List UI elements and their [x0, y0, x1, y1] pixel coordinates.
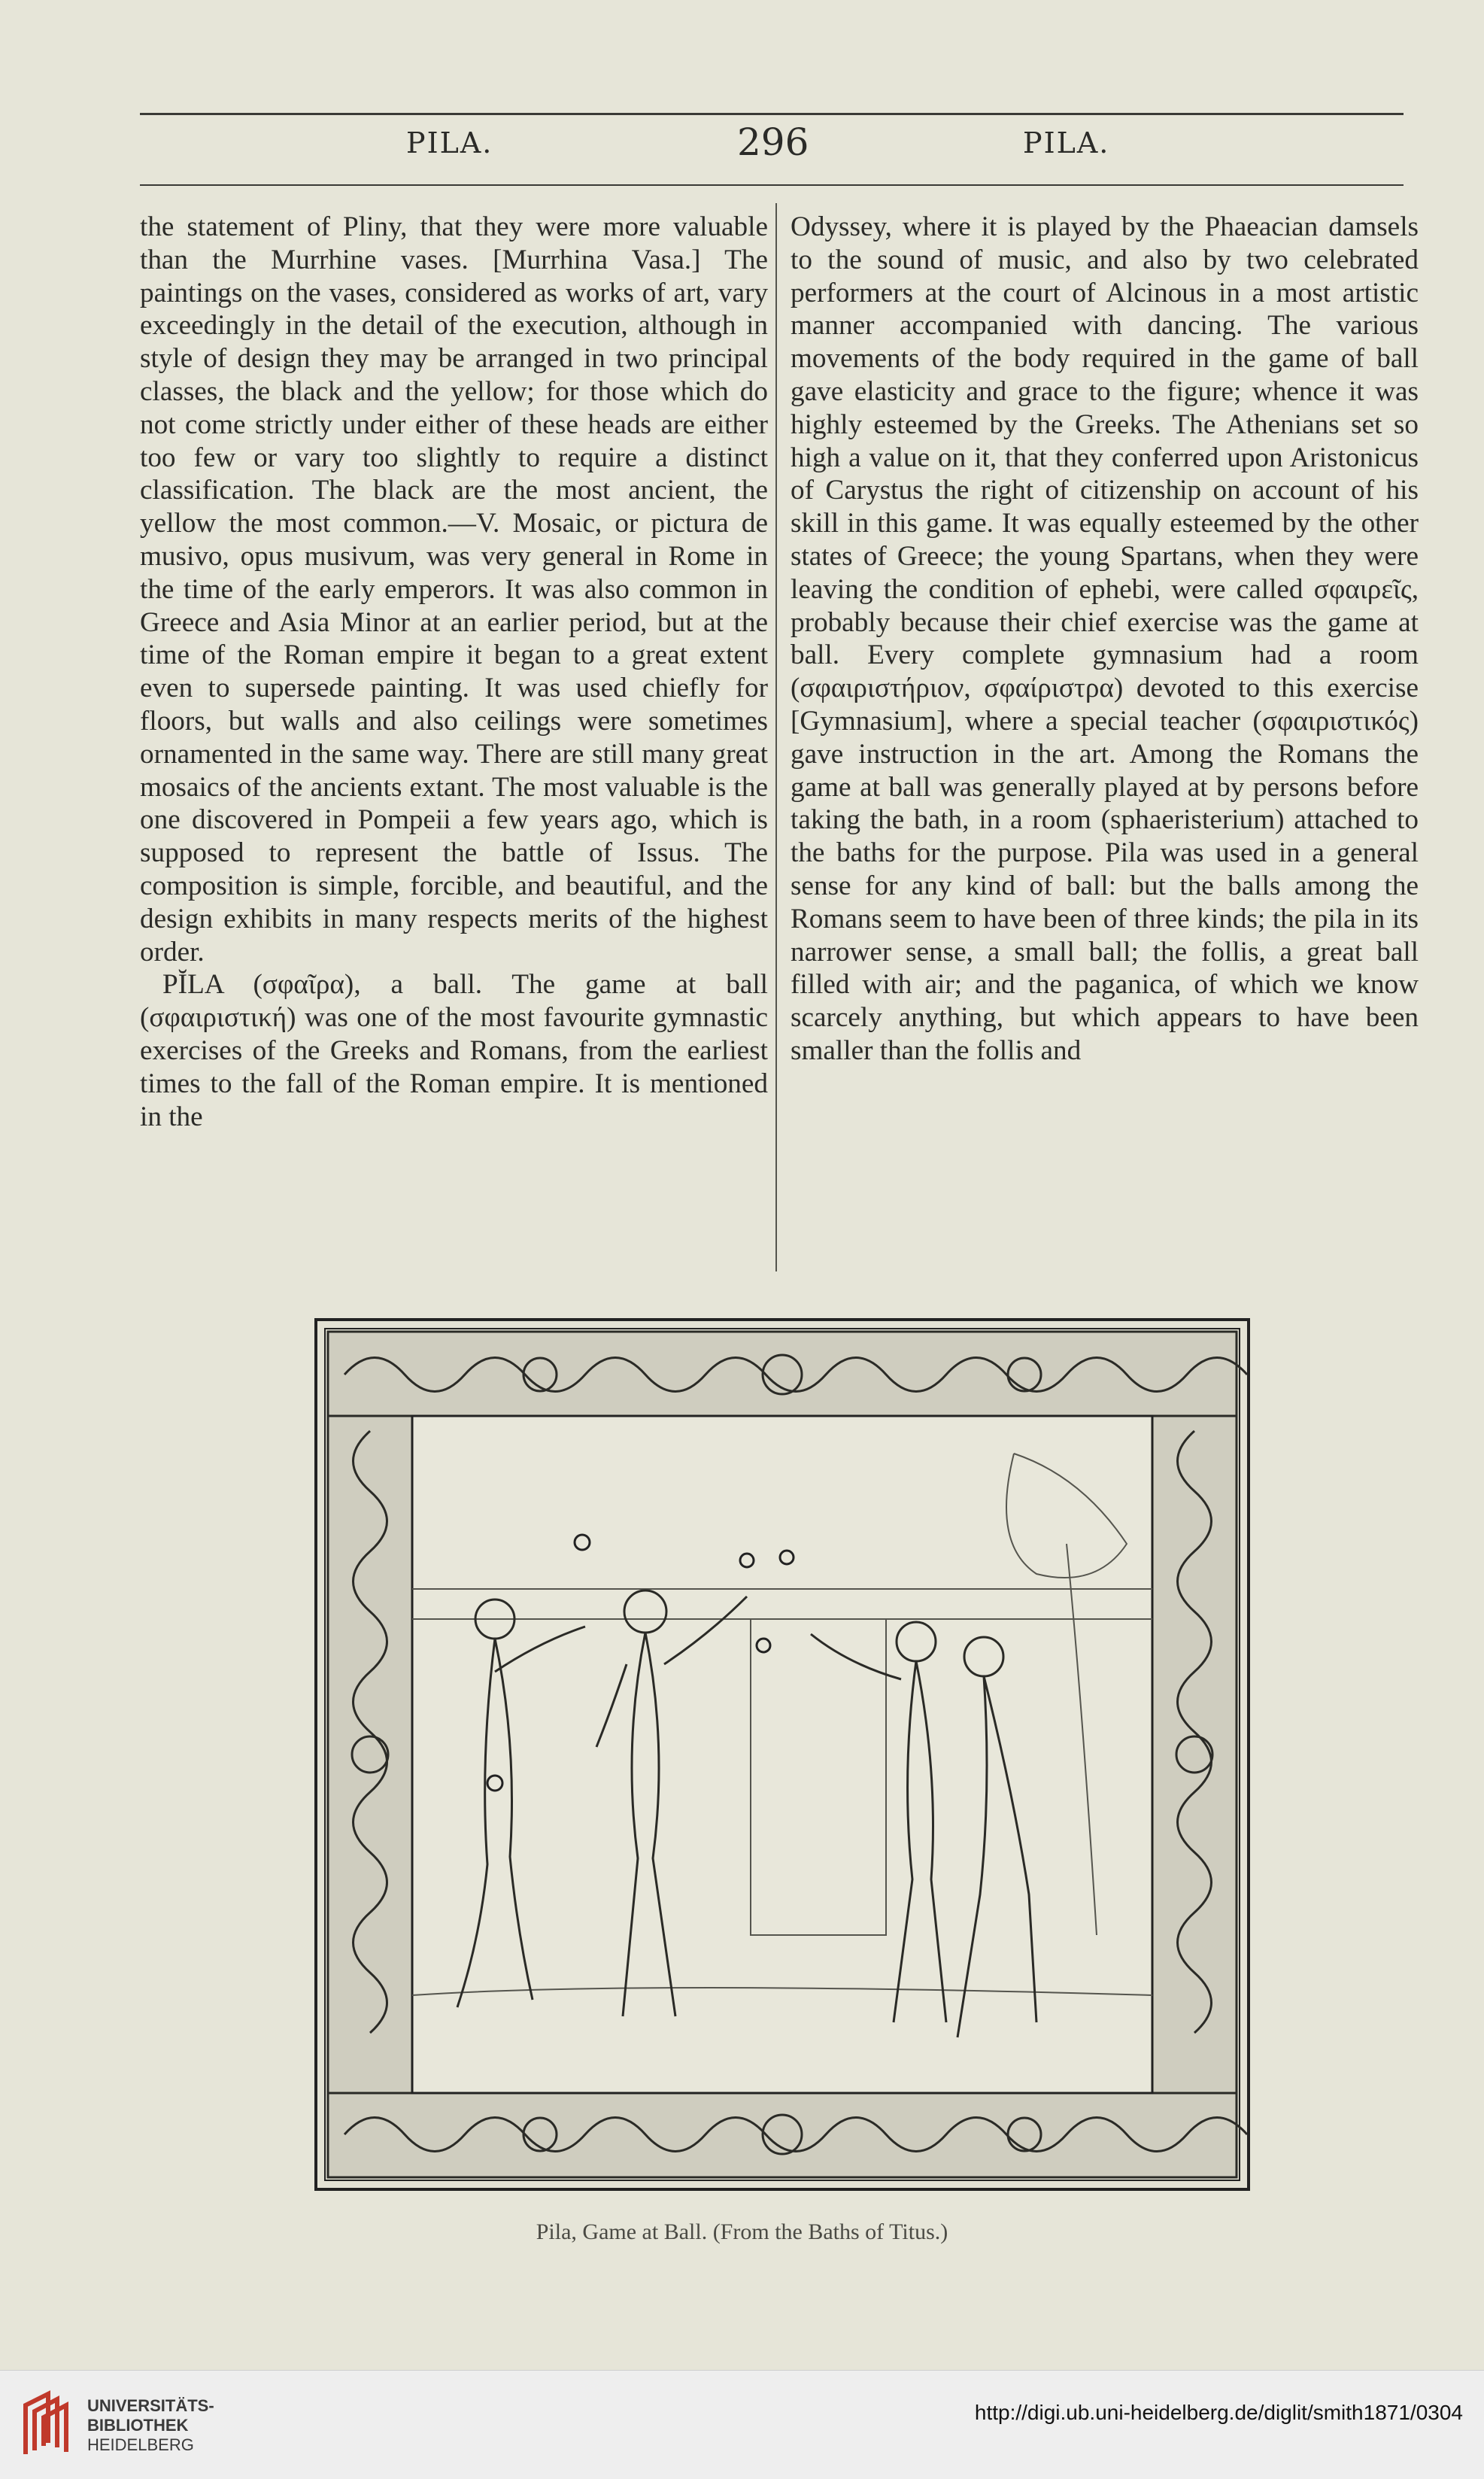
- library-footer: [0, 2370, 1484, 2479]
- institution-line-1: UNIVERSITÄTS-: [87, 2396, 214, 2415]
- left-paragraph-1: the statement of Pliny, that they were more valuable than the Murrhine vases. [Murrhina Vasa.] The paintings on the vases, considered as works of art, vary exceedingly in the detail of the execution, although in style of design they may be arranged in two principal classes, the black and the yellow; for those which do not come strictly under either of these heads are either too few or vary too slightly to require a distinct classification. The black are the most ancient, the yellow the most common.—V. Mosaic, or pictura de musivo, opus musivum, was very general in Rome in the time of the early emperors. It was also common in Greece and Asia Minor at an earlier period, but at the time of the Roman empire it began to a great extent even to supersede painting. It was used chiefly for floors, but walls and also ceilings were sometimes ornamented in the same way. There are still many great mosaics of the ancients extant. The most valuable is the one discovered in Pompeii a few years ago, which is supposed to represent the battle of Issus. The composition is simple, forcible, and beautiful, and the design exhibits in many respects merits of the highest order.: [140, 211, 768, 968]
- left-column: [140, 211, 768, 1133]
- running-head-right: PILA.: [1023, 126, 1110, 159]
- permalink-url[interactable]: http://digi.ub.uni-heidelberg.de/diglit/smith1871/0304: [974, 2401, 1463, 2424]
- engraving-pila-game-at-ball: [314, 1318, 1250, 2191]
- page-number: 296: [737, 120, 809, 164]
- header-rule-bottom: [140, 184, 1404, 186]
- figure-caption: Pila, Game at Ball. (From the Baths of Titus.): [536, 2219, 948, 2244]
- institution-line-2: BIBLIOTHEK: [87, 2416, 189, 2435]
- right-paragraph-1: Odyssey, where it is played by the Phaeacian damsels to the sound of music, and also by two celebrated performers at the court of Alcinous in a most artistic manner accompanied with dancing. The various movements of the body required in the game of ball gave elasticity and grace to the figure; whence it was highly esteemed by the Greeks. The Athenians set so high a value on it, that they conferred upon Aristonicus of Carystus the right of citizenship on account of his skill in this game. It was equally esteemed by the other states of Greece; the young Spartans, when they were leaving the condition of ephebi, were called σφαιρεῖς, probably because their chief exercise was the game at ball. Every complete gymnasium had a room (σφαιριστήριον, σφαίριστρα) devoted to this exercise [Gymnasium], where a special teacher (σφαιριστικός) gave instruction in the art. Among the Romans the game at ball was generally played at by persons before taking the bath, in a room (sphaeristerium) attached to the baths for the purpose. Pila was used in a general sense for any kind of ball: but the balls among the Romans seem to have been of three kinds; the pila in its narrower sense, a small ball; the follis, a great ball filled with air; and the paganica, of which we know scarcely anything, but which appears to have been smaller than the follis and: [791, 211, 1419, 1066]
- institution-name: [87, 2396, 214, 2455]
- left-paragraph-2: PĬLA (σφαῖρα), a ball. The game at ball (σφαιριστική) was one of the most favourite gymnastic exercises of the Greeks and Romans, from the earliest times to the fall of the Roman empire. It is mentioned in the: [140, 969, 768, 1132]
- header-rule-top: [140, 113, 1404, 115]
- running-head-left: PILA.: [406, 126, 493, 159]
- institution-line-3: HEIDELBERG: [87, 2435, 194, 2454]
- column-divider: [775, 203, 777, 1271]
- university-library-logo-icon: [18, 2390, 78, 2458]
- right-column: [791, 211, 1419, 1068]
